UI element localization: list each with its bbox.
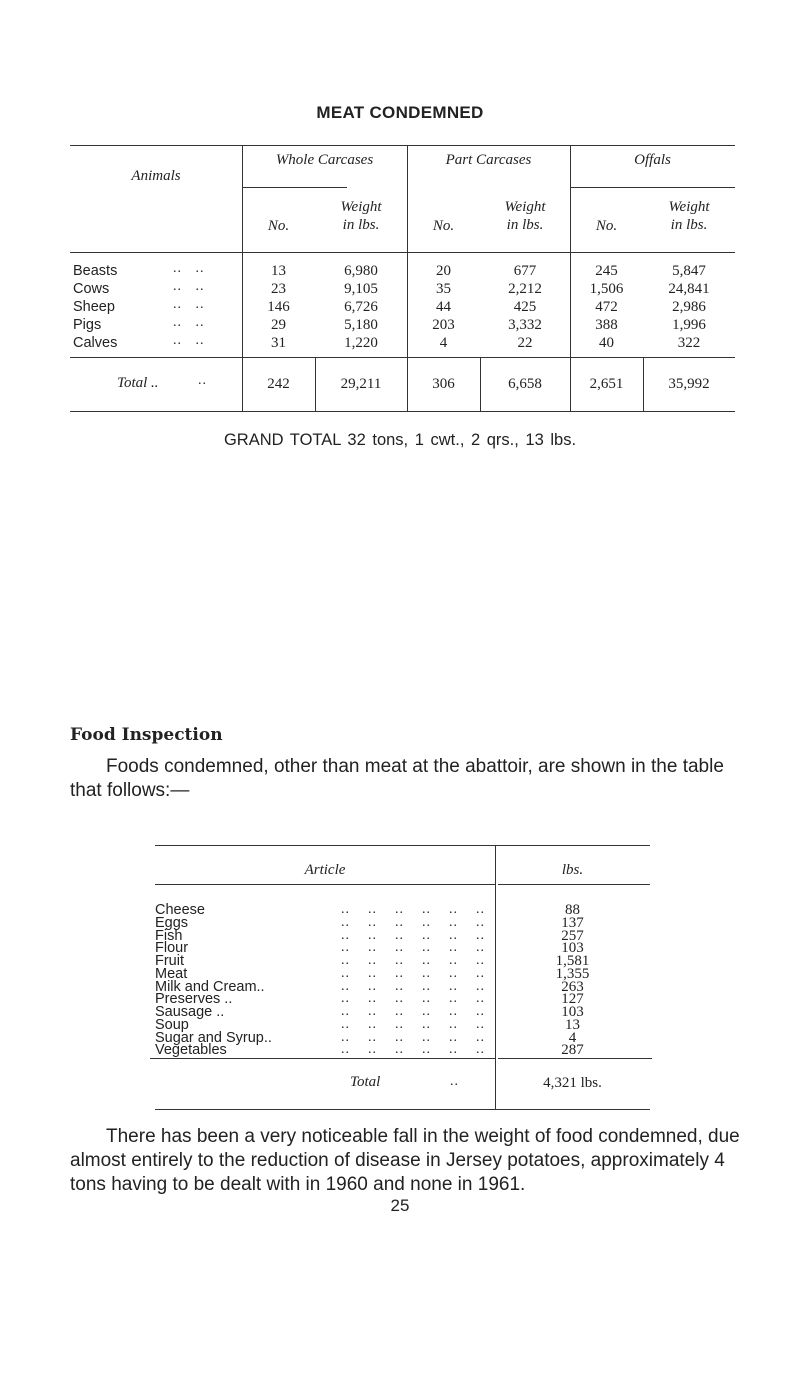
cell-part-wt: 2,212 [508,281,542,297]
cell-whole-no: 13 [271,263,286,279]
food-item-value: 257 [561,927,584,944]
food-item-value: 103 [561,940,584,957]
food-item-value: 263 [561,978,584,995]
cell-whole-wt: 1,220 [344,335,378,351]
row-animal-label: Cows [73,281,110,297]
food-condemned-table: Article lbs. Cheese .. .. .. .. .. .. 88 Eggs .. .. .. .. .. .. 137 Fish .. .. .. .. .. .. 257 Flour .. .. .. .. .. .. 103 Fruit .. .. .. .. .. .. 1,581 Meat .. .. .. .. .. .. 1,355 Milk and Cream.. .. .. .. .. .. .. 263 Preserves .. .. .. .. .. .. .. 127 Sausage .. .. .. .. .. .. .. 103 Soup .. .. .. .. .. .. 13 Sugar and Syrup.. .. .. .. .. .. .. 4 Vegetables .. .. .. .. .. .. 287 Total .. 4,321 lbs. [150,845,650,1110]
page-title: MEAT CONDEMNED [316,103,484,122]
cell-whole-wt: 9,105 [344,281,378,297]
cell-whole-no: 23 [271,281,286,297]
cell-offal-no: 245 [595,263,618,279]
food-item-value: 4 [568,1029,577,1046]
header-lbs: lbs. [561,862,584,878]
total-label: Total .. [117,375,159,391]
cell-whole-wt: 6,980 [344,263,378,279]
intro-paragraph: Foods condemned, other than meat at the abattoir, are shown in the table that follows:— [70,756,724,801]
food-item-label: Cheese [155,902,205,918]
header-no: No. [432,218,455,234]
cell-offal-wt: 2,986 [672,299,706,315]
food-item-value: 103 [561,1004,584,1020]
header-weight: Weight in lbs. [504,199,546,233]
food-item-value: 13 [565,1016,580,1033]
total-part-no: 306 [432,376,455,392]
cell-part-no: 4 [439,335,448,351]
food-total-label: Total [350,1074,381,1090]
row-animal-label: Beasts [73,263,118,279]
cell-offal-wt: 24,841 [668,281,710,297]
header-bottom-rule [498,884,650,885]
food-item-value: 1,581 [555,953,590,969]
food-item-label: Eggs [155,914,189,931]
cell-part-wt: 677 [513,263,537,279]
food-item-label: Meat [155,965,188,982]
header-bottom-rule [155,884,495,885]
food-item-label: Sausage .. [155,1004,225,1020]
row-animal-label: Calves [73,335,118,351]
meat-condemned-table: Animals Whole Carcases Part Carcases Offals No. Weight in lbs. No. Weight in lbs. No. Weight in lbs. Beasts .. .. 13 6,980 20 677 245 5,847 Cows .. .. 23 9,105 35 2,212 1,506 24,841 Sheep .. .. 146 6,726 44 425 472 2,986 Pigs .. .. 29 5,180 203 3,332 388 1,996 Calves .. .. 31 1,220 4 22 40 322 Total .. .. 242 29,211 306 6,658 2,651 35,992 [70,145,735,413]
header-part-carcases: Part Carcases [445,152,532,168]
food-item-label: Fish [155,927,183,944]
header-bottom-rule [70,252,735,253]
total-whole-weight: 29,211 [340,376,382,392]
closing-paragraph: There has been a very noticeable fall in the weight of food condemned, due almost entirely to the reduction of disease in Jersey potatoes, approximately 4 tons having to be dealt with in 1960 and none in 1961. [70,1126,740,1195]
table-top-rule [155,845,650,846]
cell-whole-no: 29 [271,317,286,333]
grand-total: GRAND TOTAL 32 tons, 1 cwt., 2 qrs., 13 lbs. [223,431,577,449]
food-item-label: Sugar and Syrup.. [155,1029,272,1046]
header-divider [570,187,735,188]
food-item-value: 287 [561,1042,584,1059]
cell-part-wt: 3,332 [508,317,542,333]
cell-offal-no: 40 [599,335,614,351]
total-part-weight: 6,658 [508,376,542,392]
cell-offal-wt: 322 [677,335,701,351]
header-no: No. [595,218,618,234]
total-whole-no: 242 [267,376,290,392]
cell-offal-wt: 1,996 [672,317,706,333]
header-weight: Weight in lbs. [668,199,710,233]
cell-offal-no: 472 [595,299,618,315]
cell-part-no: 35 [436,281,451,297]
cell-offal-no: 1,506 [589,281,624,297]
cell-whole-no: 31 [271,335,286,351]
food-item-value: 127 [561,991,584,1008]
section-heading: Food Inspection [70,725,223,745]
header-weight: Weight in lbs. [340,199,382,233]
food-item-value: 88 [565,902,580,918]
food-item-label: Flour [155,940,189,957]
header-no: No. [267,218,290,234]
food-total-value: 4,321 lbs. [543,1075,602,1091]
cell-part-no: 44 [436,299,451,315]
food-item-value: 137 [561,914,584,931]
food-item-label: Vegetables [155,1042,227,1059]
cell-offal-no: 388 [595,317,618,333]
header-animals: Animals [131,168,181,184]
food-item-value: 1,355 [555,965,590,982]
cell-whole-wt: 6,726 [344,299,378,315]
header-offals: Offals [634,152,671,168]
row-animal-label: Sheep [73,299,115,315]
cell-part-no: 20 [436,263,451,279]
total-offal-no: 2,651 [589,376,624,392]
total-offal-weight: 35,992 [668,376,710,392]
cell-part-no: 203 [432,317,455,333]
header-whole-carcases: Whole Carcases [275,152,374,168]
table-bottom-rule [70,411,735,412]
cell-whole-no: 146 [267,299,290,315]
table-top-rule [70,145,735,146]
food-item-label: Preserves .. [155,991,233,1008]
header-article: Article [304,862,346,878]
table-bottom-rule [155,1109,650,1110]
cell-offal-wt: 5,847 [672,263,706,279]
cell-whole-wt: 5,180 [344,317,378,333]
total-top-rule [70,357,735,358]
row-animal-label: Pigs [73,317,102,333]
cell-part-wt: 22 [517,335,533,351]
page-number: 25 [390,1196,410,1215]
cell-part-wt: 425 [513,299,537,315]
header-divider [242,187,347,188]
food-item-label: Soup [155,1016,189,1033]
food-item-label: Milk and Cream.. [155,978,265,995]
food-item-label: Fruit [155,953,184,969]
